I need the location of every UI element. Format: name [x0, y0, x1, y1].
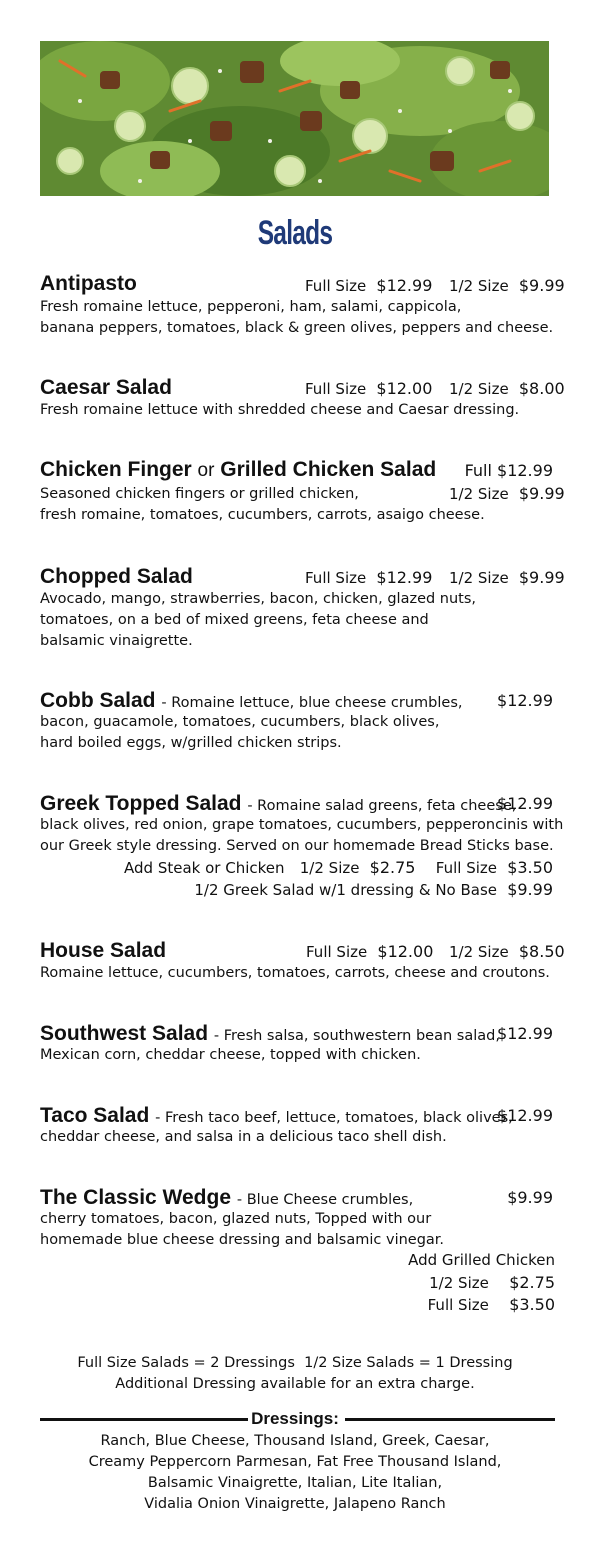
addon-label: Add Steak or Chicken	[124, 859, 285, 877]
addon-half-label: 1/2 Size	[299, 859, 360, 877]
item-name-antipasto: Antipasto	[40, 272, 137, 295]
desc-line: homemade blue cheese dressing and balsamic vinegar.	[40, 1232, 445, 1248]
half-size-label: 1/2 Size	[449, 943, 509, 961]
full-price-chicken: Full $12.99	[464, 461, 553, 480]
full-size-price-chopped	[305, 568, 432, 587]
desc-line: Fresh romaine lettuce with shredded cheese and Caesar dressing.	[40, 402, 520, 418]
desc-line: fresh romaine, tomatoes, cucumbers, carrots, asaigo cheese.	[40, 507, 485, 523]
dressings-title: Dressings:	[251, 1409, 339, 1428]
desc-line: Seasoned chicken fingers or grilled chicken,	[40, 486, 359, 502]
half-size-price-house	[449, 942, 565, 961]
note-line: Full Size Salads = 2 Dressings 1/2 Size Salads = 1 Dressing	[77, 1355, 513, 1371]
price-taco: $12.99	[497, 1106, 553, 1125]
item-desc-wedge	[40, 1209, 444, 1251]
desc-line: banana peppers, tomatoes, black & green olives, peppers and cheese.	[40, 320, 554, 336]
item-name-house: House Salad	[40, 939, 167, 962]
full-price: $12.00	[377, 942, 434, 961]
full-price: $12.99	[376, 276, 433, 295]
name-text: Greek Topped Salad	[40, 792, 242, 815]
price-wedge: $9.99	[507, 1188, 553, 1207]
item-desc-caesar	[40, 400, 519, 421]
wedge-addon-full	[428, 1295, 555, 1314]
page-title: Salads	[257, 214, 333, 252]
half-size-price-antipasto	[449, 276, 565, 295]
full-size-price-house	[306, 942, 433, 961]
desc-line: our Greek style dressing. Served on our homemade Bread Sticks base.	[40, 838, 554, 854]
addon-full-label: Full Size	[435, 859, 498, 877]
inline-desc: - Romaine lettuce, blue cheese crumbles,	[161, 695, 463, 711]
desc-line: hard boiled eggs, w/grilled chicken strips.	[40, 735, 342, 751]
addon-full-price: $3.50	[509, 1295, 555, 1314]
item-name-chicken	[40, 458, 436, 482]
name-part: Grilled Chicken Salad	[220, 458, 437, 481]
dressing-line: Balsamic Vinaigrette, Italian, Lite Italian,	[147, 1475, 443, 1491]
half-price: $9.99	[518, 568, 565, 587]
name-text: Cobb Salad	[40, 689, 156, 712]
half-price: $9.99	[518, 276, 565, 295]
item-desc-house	[40, 963, 550, 984]
item-desc-cobb	[40, 712, 439, 754]
full-size-price-caesar	[305, 379, 432, 398]
addon-half-price: $2.75	[509, 1273, 555, 1292]
addon-full-price: $3.50	[507, 858, 553, 877]
inline-desc: - Romaine salad greens, feta cheese,	[247, 798, 517, 814]
salad-image	[40, 41, 549, 196]
desc-line: cherry tomatoes, bacon, glazed nuts, Topped with our	[40, 1211, 432, 1227]
inline-desc: - Fresh salsa, southwestern bean salad,	[213, 1028, 500, 1044]
full-size-label: Full Size	[305, 380, 367, 398]
half-greek-price: $9.99	[507, 880, 553, 899]
inline-desc: - Fresh taco beef, lettuce, tomatoes, black olives,	[155, 1110, 513, 1126]
item-name-cobb	[40, 689, 462, 713]
addon-full-label: Full Size	[427, 1296, 489, 1314]
half-greek-label: 1/2 Greek Salad w/1 dressing & No Base	[194, 881, 498, 899]
item-desc-chopped	[40, 589, 476, 652]
desc-line: Fresh romaine lettuce, pepperoni, ham, salami, cappicola,	[40, 299, 462, 315]
name-part: Chicken Finger	[40, 458, 192, 481]
name-text: Southwest Salad	[40, 1022, 209, 1045]
desc-line: balsamic vinaigrette.	[40, 633, 193, 649]
desc-line: tomatoes, on a bed of mixed greens, feta cheese and	[40, 612, 429, 628]
item-desc-greek	[40, 815, 563, 857]
full-size-label: Full Size	[305, 569, 367, 587]
half-price: $9.99	[518, 484, 565, 503]
half-size-label: 1/2 Size	[449, 277, 509, 295]
full-size-label: Full Size	[305, 277, 367, 295]
half-size-label: 1/2 Size	[449, 380, 509, 398]
full-price: $12.99	[376, 568, 433, 587]
desc-line: Avocado, mango, strawberries, bacon, chicken, glazed nuts,	[40, 591, 477, 607]
wedge-addon-half	[429, 1273, 555, 1292]
desc-line: black olives, red onion, grape tomatoes, cucumbers, pepperoncinis with	[40, 817, 564, 833]
half-size-label: 1/2 Size	[449, 485, 509, 503]
greek-addon-row	[124, 858, 553, 877]
full-size-label: Full Size	[306, 943, 368, 961]
desc-line: Mexican corn, cheddar cheese, topped with chicken.	[40, 1047, 421, 1063]
half-greek-row	[194, 880, 553, 899]
item-desc-chicken	[40, 484, 485, 526]
desc-line: cheddar cheese, and salsa in a delicious taco shell dish.	[40, 1129, 447, 1145]
dressing-line: Creamy Peppercorn Parmesan, Fat Free Thousand Island,	[88, 1454, 502, 1470]
item-name-chopped: Chopped Salad	[40, 565, 193, 588]
item-name-wedge	[40, 1186, 413, 1210]
dressing-line: Ranch, Blue Cheese, Thousand Island, Greek, Caesar,	[100, 1433, 490, 1449]
full-price: $12.00	[376, 379, 433, 398]
salad-photo	[40, 41, 549, 196]
price-southwest: $12.99	[497, 1024, 553, 1043]
item-name-southwest	[40, 1022, 500, 1046]
desc-line: Romaine lettuce, cucumbers, tomatoes, carrots, cheese and croutons.	[40, 965, 550, 981]
item-desc-antipasto	[40, 297, 553, 339]
half-size-label: 1/2 Size	[449, 569, 509, 587]
note-line: Additional Dressing available for an extra charge.	[115, 1376, 475, 1392]
name-or: or	[197, 460, 215, 481]
inline-desc: - Blue Cheese crumbles,	[236, 1192, 414, 1208]
dressing-note	[0, 1353, 590, 1395]
dressings-list	[0, 1431, 590, 1515]
price-greek: $12.99	[497, 794, 553, 813]
half-price: $8.50	[518, 942, 565, 961]
wedge-addon-title	[408, 1250, 555, 1269]
name-text: Taco Salad	[40, 1104, 150, 1127]
addon-title: Add Grilled Chicken	[408, 1251, 555, 1269]
item-desc-taco	[40, 1127, 447, 1148]
dressing-line: Vidalia Onion Vinaigrette, Jalapeno Ranch	[144, 1496, 446, 1512]
name-text: The Classic Wedge	[40, 1186, 232, 1209]
half-size-price-caesar	[449, 379, 565, 398]
item-desc-southwest	[40, 1045, 421, 1066]
item-name-greek	[40, 792, 516, 816]
half-size-price-chopped	[449, 568, 565, 587]
full-size-price-antipasto	[305, 276, 432, 295]
price-cobb: $12.99	[497, 691, 553, 710]
item-name-taco	[40, 1104, 513, 1128]
addon-half-price: $2.75	[369, 858, 416, 877]
addon-half-label: 1/2 Size	[429, 1274, 489, 1292]
half-price: $8.00	[518, 379, 565, 398]
desc-line: bacon, guacamole, tomatoes, cucumbers, black olives,	[40, 714, 440, 730]
item-name-caesar: Caesar Salad	[40, 376, 172, 399]
